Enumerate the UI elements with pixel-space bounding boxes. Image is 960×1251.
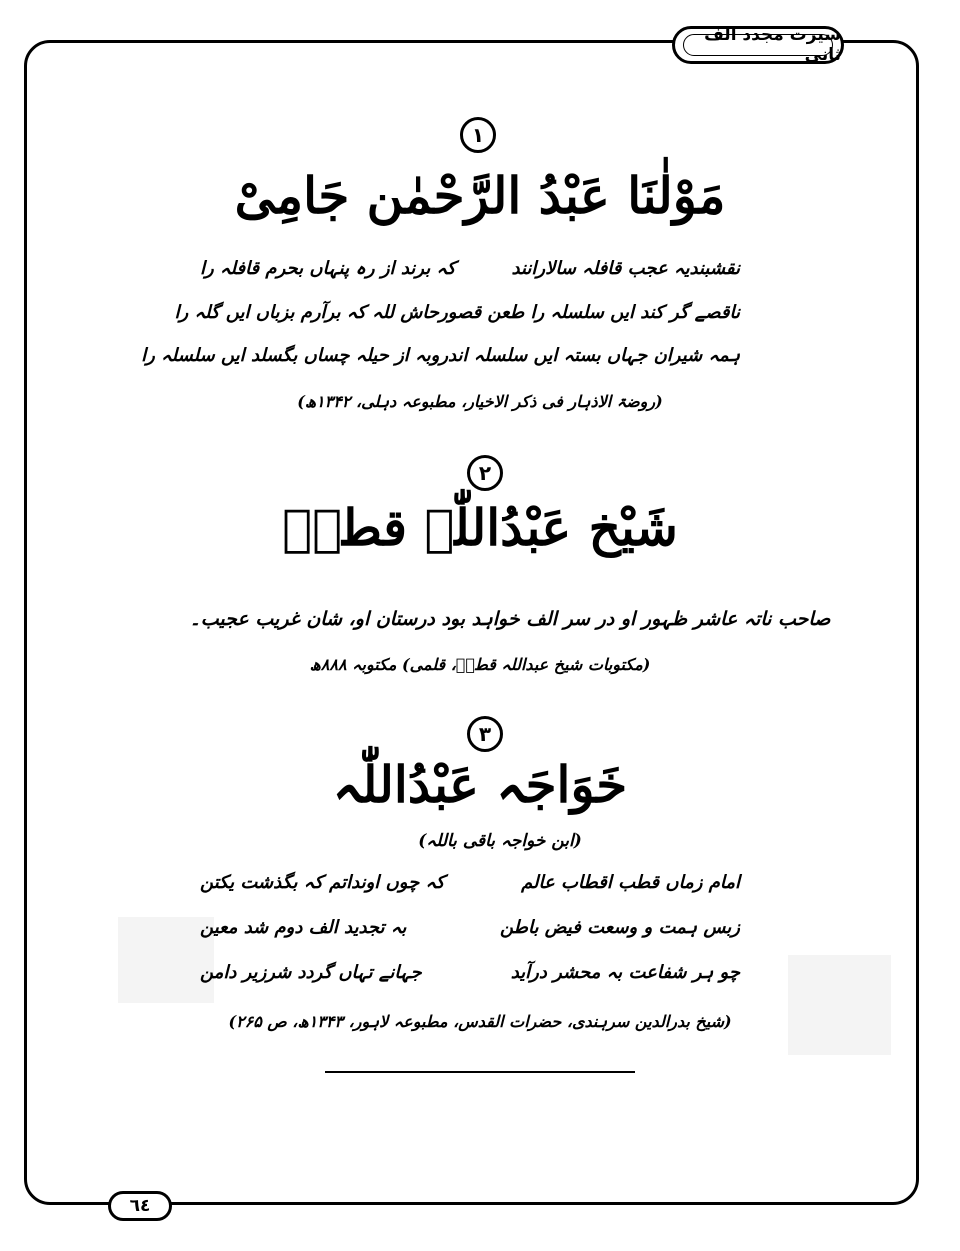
verse-row — [200, 872, 740, 906]
verse-right: نقشبندیہ عجب قافلہ سالارانند — [511, 258, 740, 279]
verse-row — [174, 302, 740, 336]
citation: (روضۃ الاذہار فی ذکر الاخیار، مطبوعہ دہلی، ۱۳۴۲ھ) — [297, 392, 663, 411]
verse-left: کہ چوں اونداتم کہ بگذشت یکتن — [200, 872, 445, 893]
verse-left: بہ تجدید الف دوم شد معین — [200, 917, 407, 938]
verse-row — [200, 258, 740, 292]
verse-row — [200, 962, 740, 996]
section-title-1: مَوْلٰنَا عَبْدُ الرَّحْمٰن جَامِیْ — [234, 166, 726, 225]
citation: (مکتوبات شیخ عبداللہ قطبؒ، قلمی) مکتوبہ ۸۸۸ھ — [309, 655, 651, 674]
verse-left: جہانے تہاں گردد شرزیر دامن — [200, 962, 422, 983]
page-number-badge: ٦٤ — [108, 1191, 172, 1221]
verse-right: ناقصے گر کند ایں سلسلہ را طعن قصور — [439, 302, 740, 323]
section-subtitle: (ابن خواجہ باقی باللہ) — [418, 831, 582, 851]
section-number-1: ١ — [460, 117, 496, 153]
verse-right: ہمہ شیران جہاں بستہ ایں سلسلہ اند — [448, 345, 740, 366]
verse-right: امام زماں قطب اقطاب عالم — [521, 872, 740, 893]
section-number-3: ٣ — [467, 716, 503, 752]
section-title-2: شَیْخ عَبْدُاللّٰہ قطبؒ — [282, 498, 678, 557]
quotation-text: صاحب ناتہ عاشر ظہور او در سر الف خواہد بود درستان او، شان غریب عجیب۔ — [189, 608, 831, 630]
verse-left: کہ برند از رہ پنہاں بحرم قافلہ را — [200, 258, 456, 279]
verse-right: چو ہر شفاعت بہ محشر درآید — [510, 962, 740, 983]
verse-left: روبہ از حیلہ چساں بگسلد ایں سلسلہ را — [141, 345, 449, 366]
section-number-2: ٢ — [467, 455, 503, 491]
verse-right: زبس ہمت و وسعت فیض باطن — [499, 917, 740, 938]
verse-row — [141, 345, 740, 379]
running-header: سیرت مجدد الف ثانی — [672, 26, 844, 64]
scan-artifact-right — [788, 955, 891, 1055]
citation: (شیخ بدرالدین سرہندی، حضرات القدس، مطبوعہ لاہور، ۱۳۴۳ھ، ص ۲۶۵) — [228, 1012, 732, 1031]
verse-left: حاش للہ کہ برآرم بزباں ایں گلہ را — [174, 302, 439, 323]
section-title-3: خَوَاجَہ عَبْدُاللّٰہ — [332, 755, 628, 814]
end-divider — [325, 1071, 635, 1073]
verse-row — [200, 917, 740, 951]
